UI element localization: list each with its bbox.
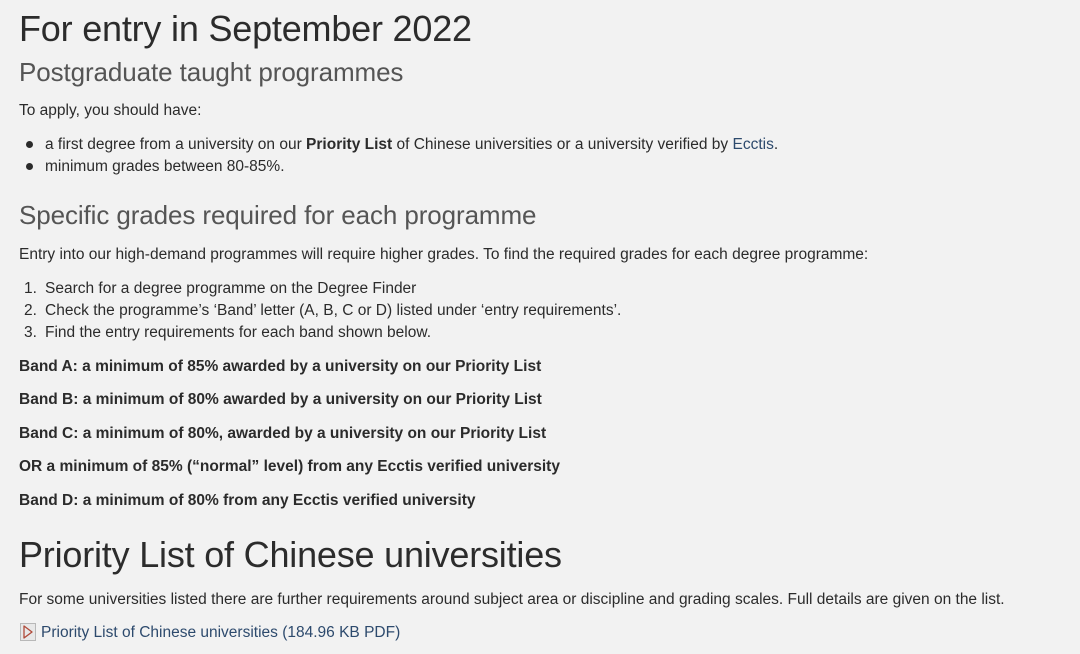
section-heading-specific-grades: Specific grades required for each programme	[19, 200, 537, 230]
priority-list-description: For some universities listed there are further requirements around subject area or discipline and grading scales. Full details are given on the list.	[19, 591, 1005, 608]
bullet1-text-mid: of Chinese universities or a university verified by	[392, 136, 733, 153]
step-number-3: 3.	[24, 324, 37, 341]
step-number-1: 1.	[24, 280, 37, 297]
pdf-file-icon	[20, 623, 36, 641]
bullet1-text-start: a first degree from a university on our	[45, 136, 307, 153]
band-c-requirement: Band C: a minimum of 80%, awarded by a university on our Priority List	[19, 425, 547, 442]
step-text-3: Find the entry requirements for each band shown below.	[45, 324, 432, 341]
priority-list-pdf-link[interactable]: Priority List of Chinese universities (184.96 KB PDF)	[41, 624, 401, 641]
bullet-dot-2	[26, 163, 33, 170]
step-text-1: Search for a degree programme on the Degree Finder	[45, 280, 417, 297]
bullet-item-grades: minimum grades between 80-85%.	[45, 158, 285, 175]
section-subtitle-postgraduate: Postgraduate taught programmes	[19, 57, 404, 87]
band-c-alternative: OR a minimum of 85% (“normal” level) from any Ecctis verified university	[19, 458, 560, 475]
ecctis-link[interactable]: Ecctis	[732, 136, 774, 153]
page-title: For entry in September 2022	[19, 8, 472, 49]
bullet-item-degree	[45, 136, 778, 154]
apply-intro: To apply, you should have:	[19, 102, 202, 119]
band-a-requirement: Band A: a minimum of 85% awarded by a university on our Priority List	[19, 358, 542, 375]
grades-intro: Entry into our high-demand programmes will require higher grades. To find the required grades for each degree programme:	[19, 246, 869, 263]
band-b-requirement: Band B: a minimum of 80% awarded by a university on our Priority List	[19, 391, 542, 408]
step-number-2: 2.	[24, 302, 37, 319]
bullet1-text-end: .	[773, 136, 779, 153]
priority-list-bold: Priority List	[306, 136, 393, 153]
step-text-2: Check the programme’s ‘Band’ letter (A, B, C or D) listed under ‘entry requirements’.	[45, 302, 622, 319]
band-d-requirement: Band D: a minimum of 80% from any Ecctis verified university	[19, 492, 476, 509]
bullet-dot-1	[26, 141, 33, 148]
section-heading-priority-list: Priority List of Chinese universities	[19, 534, 562, 575]
